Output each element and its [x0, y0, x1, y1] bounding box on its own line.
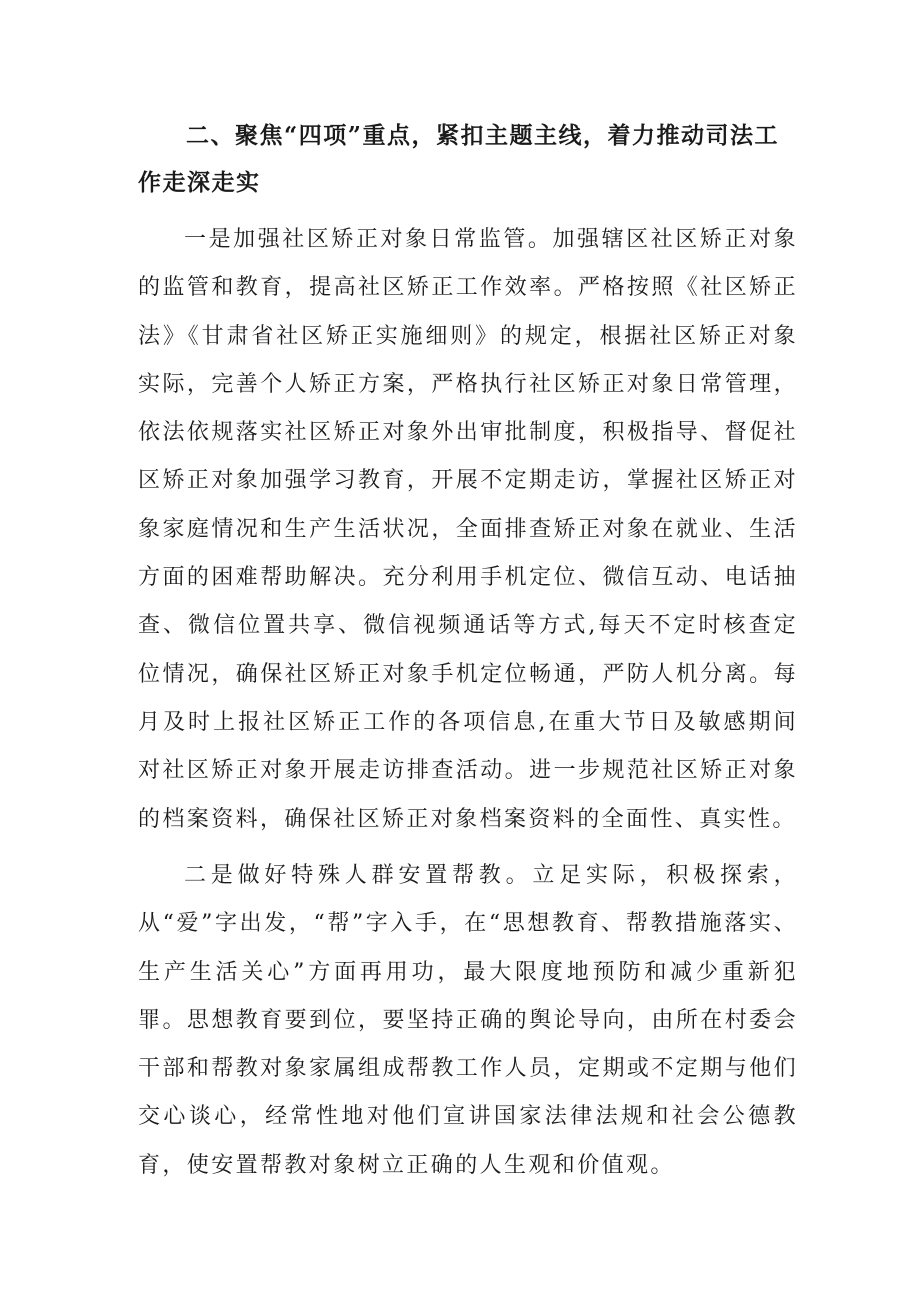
paragraph-community-correction: 一是加强社区矫正对象日常监管。加强辖区社区矫正对象的监管和教育，提高社区矫正工作效率。严格按照《社区矫正法》《甘肃省社区矫正实施细则》的规定，根据社区矫正对象实际，完善个人矫正方案，严格执行社区矫正对象日常管理，依法依规落实社区矫正对象外出审批制度，积极指导、督促社区矫正对象加强学习教育，开展不定期走访，掌握社区矫正对象家庭情况和生产生活状况，全面排查矫正对象在就业、生活方面的困难帮助解决。充分利用手机定位、微信互动、电话抽查、微信位置共享、微信视频通话等方式,每天不定时核查定位情况，确保社区矫正对象手机定位畅通，严防人机分离。每月及时上报社区矫正工作的各项信息,在重大节日及敏感期间对社区矫正对象开展走访排查活动。进一步规范社区矫正对象的档案资料，确保社区矫正对象档案资料的全面性、真实性。: [138, 227, 798, 832]
section-heading: 二、聚焦“四项”重点，紧扣主题主线，着力推动司法工作走深走实: [138, 122, 779, 196]
paragraph-resettlement-assistance: 二是做好特殊人群安置帮教。立足实际，积极探索，从“爱”字出发，“帮”字入手，在“思想教育、帮教措施落实、生产生活关心”方面再用功，最大限度地预防和减少重新犯罪。思想教育要到位，要坚持正确的舆论导向，由所在村委会干部和帮教对象家属组成帮教工作人员，定期或不定期与他们交心谈心，经常性地对他们宣讲国家法律法规和社会公德教育，使安置帮教对象树立正确的人生观和价值观。: [138, 863, 798, 1178]
